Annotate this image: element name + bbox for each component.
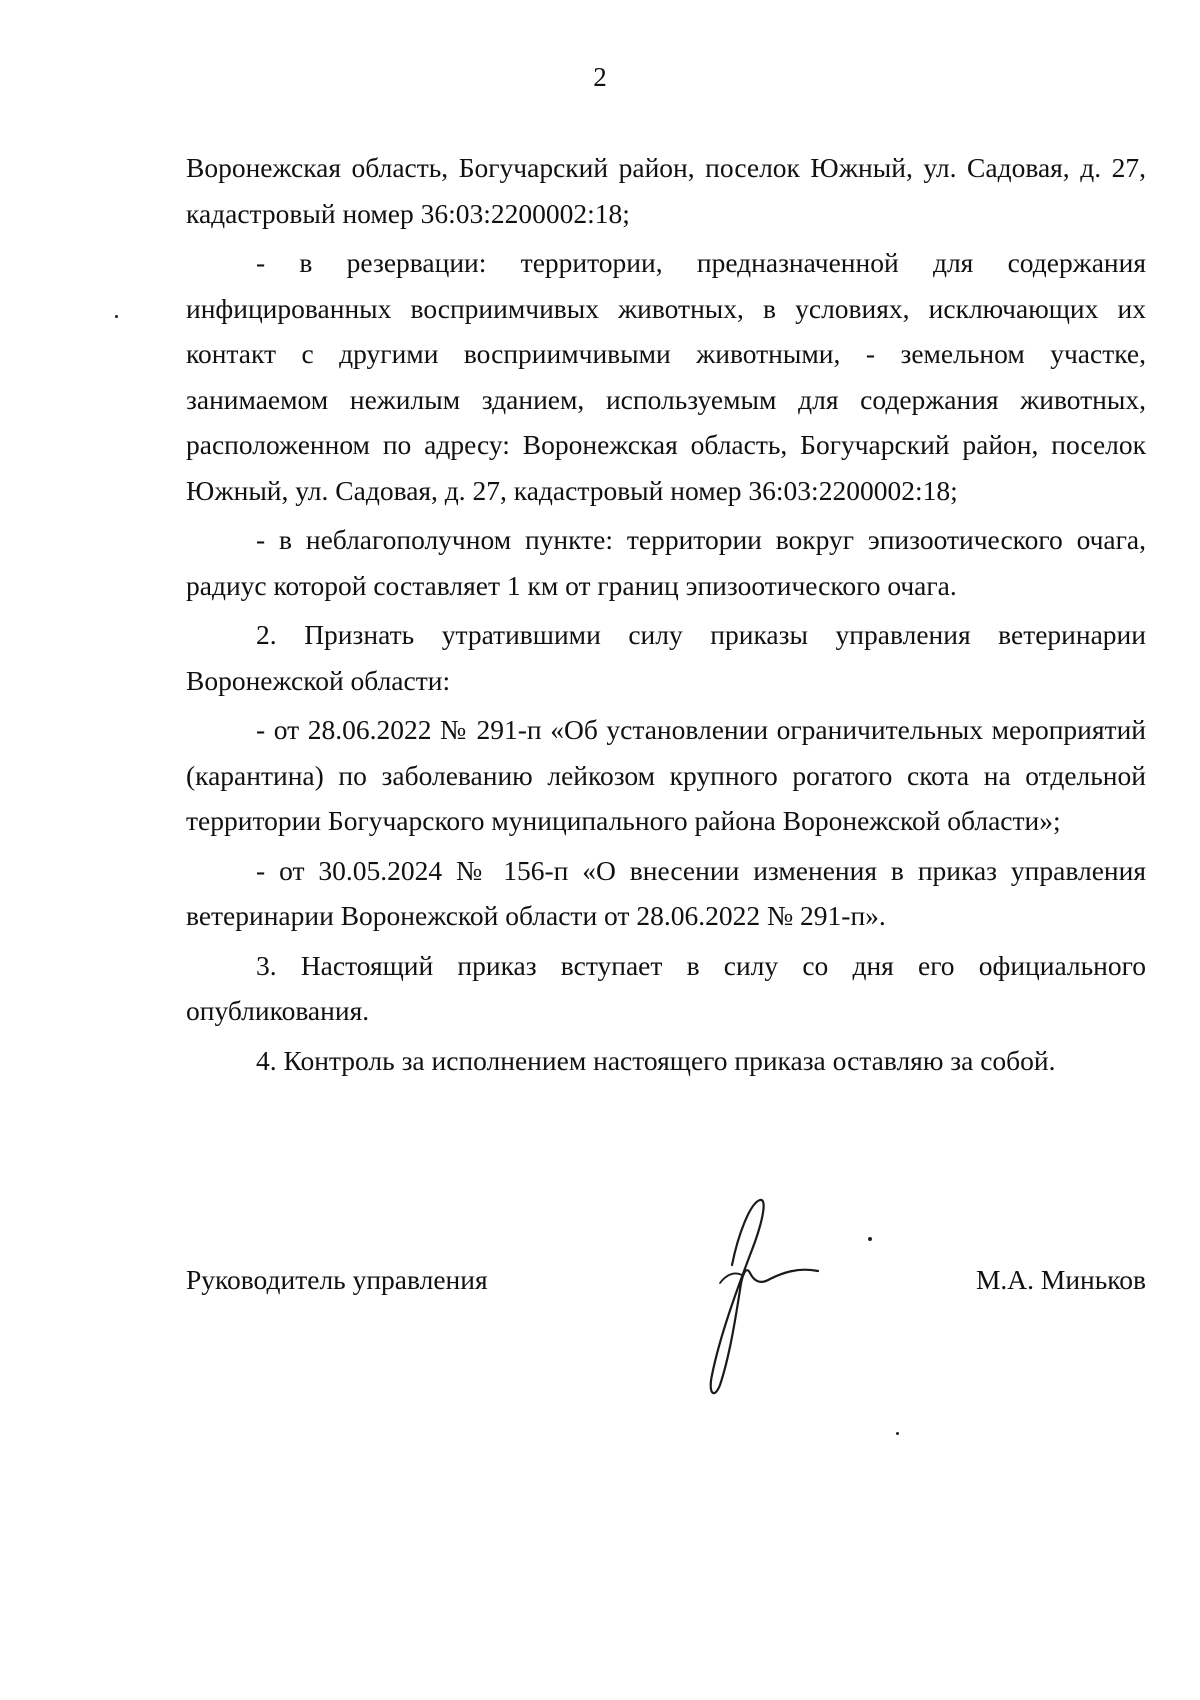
paragraph-item-4: 4. Контроль за исполнением настоящего приказа оставляю за собой.	[256, 1044, 1056, 1076]
scan-speck	[868, 1237, 872, 1241]
paragraph-address-continuation: Воронежская область, Богучарский район, поселок Южный, ул. Садовая, д. 27, кадастровый номер 36:03:2200002:18;	[186, 152, 1146, 229]
signature-block	[186, 1260, 1146, 1300]
page-number: 2	[593, 62, 607, 92]
paragraph-reservation: - в резервации: территории, предназначенной для содержания инфицированных восприимчивых животных, в условиях, исключающих их контакт с другими восприимчивыми животными, - земельном участке, занимаемом нежилым зданием, используемым для содержания животных, расположенном по адресу: Воронежская область, Богучарский район, поселок Южный, ул. Садовая, д. 27, кадастровый номер 36:03:2200002:18;	[186, 247, 1146, 506]
paragraph-item-2: 2. Признать утратившими силу приказы управления ветеринарии Воронежской области:	[186, 619, 1146, 696]
signatory-position: Руководитель управления	[186, 1264, 488, 1295]
paragraph-item-2-b: - от 30.05.2024 № 156-п «О внесении изменения в приказ управления ветеринарии Воронежской области от 28.06.2022 № 291-п».	[186, 854, 1146, 931]
paragraph-item-3: 3. Настоящий приказ вступает в силу со дня его официального опубликования.	[186, 949, 1146, 1026]
handwritten-signature	[690, 1195, 880, 1405]
scan-speck	[896, 1432, 899, 1435]
paragraph-unfavorable-point: - в неблагополучном пункте: территории вокруг эпизоотического очага, радиус которой составляет 1 км от границ эпизоотического очага.	[186, 524, 1146, 601]
document-body	[186, 145, 1146, 1087]
paragraph-item-2-a: - от 28.06.2022 № 291-п «Об установлении ограничительных мероприятий (карантина) по заболеванию лейкозом крупного рогатого скота на отдельной территории Богучарского муниципального района Воронежской области»;	[186, 714, 1146, 836]
signatory-name: М.А. Миньков	[975, 1264, 1146, 1295]
scan-speck	[115, 315, 118, 318]
